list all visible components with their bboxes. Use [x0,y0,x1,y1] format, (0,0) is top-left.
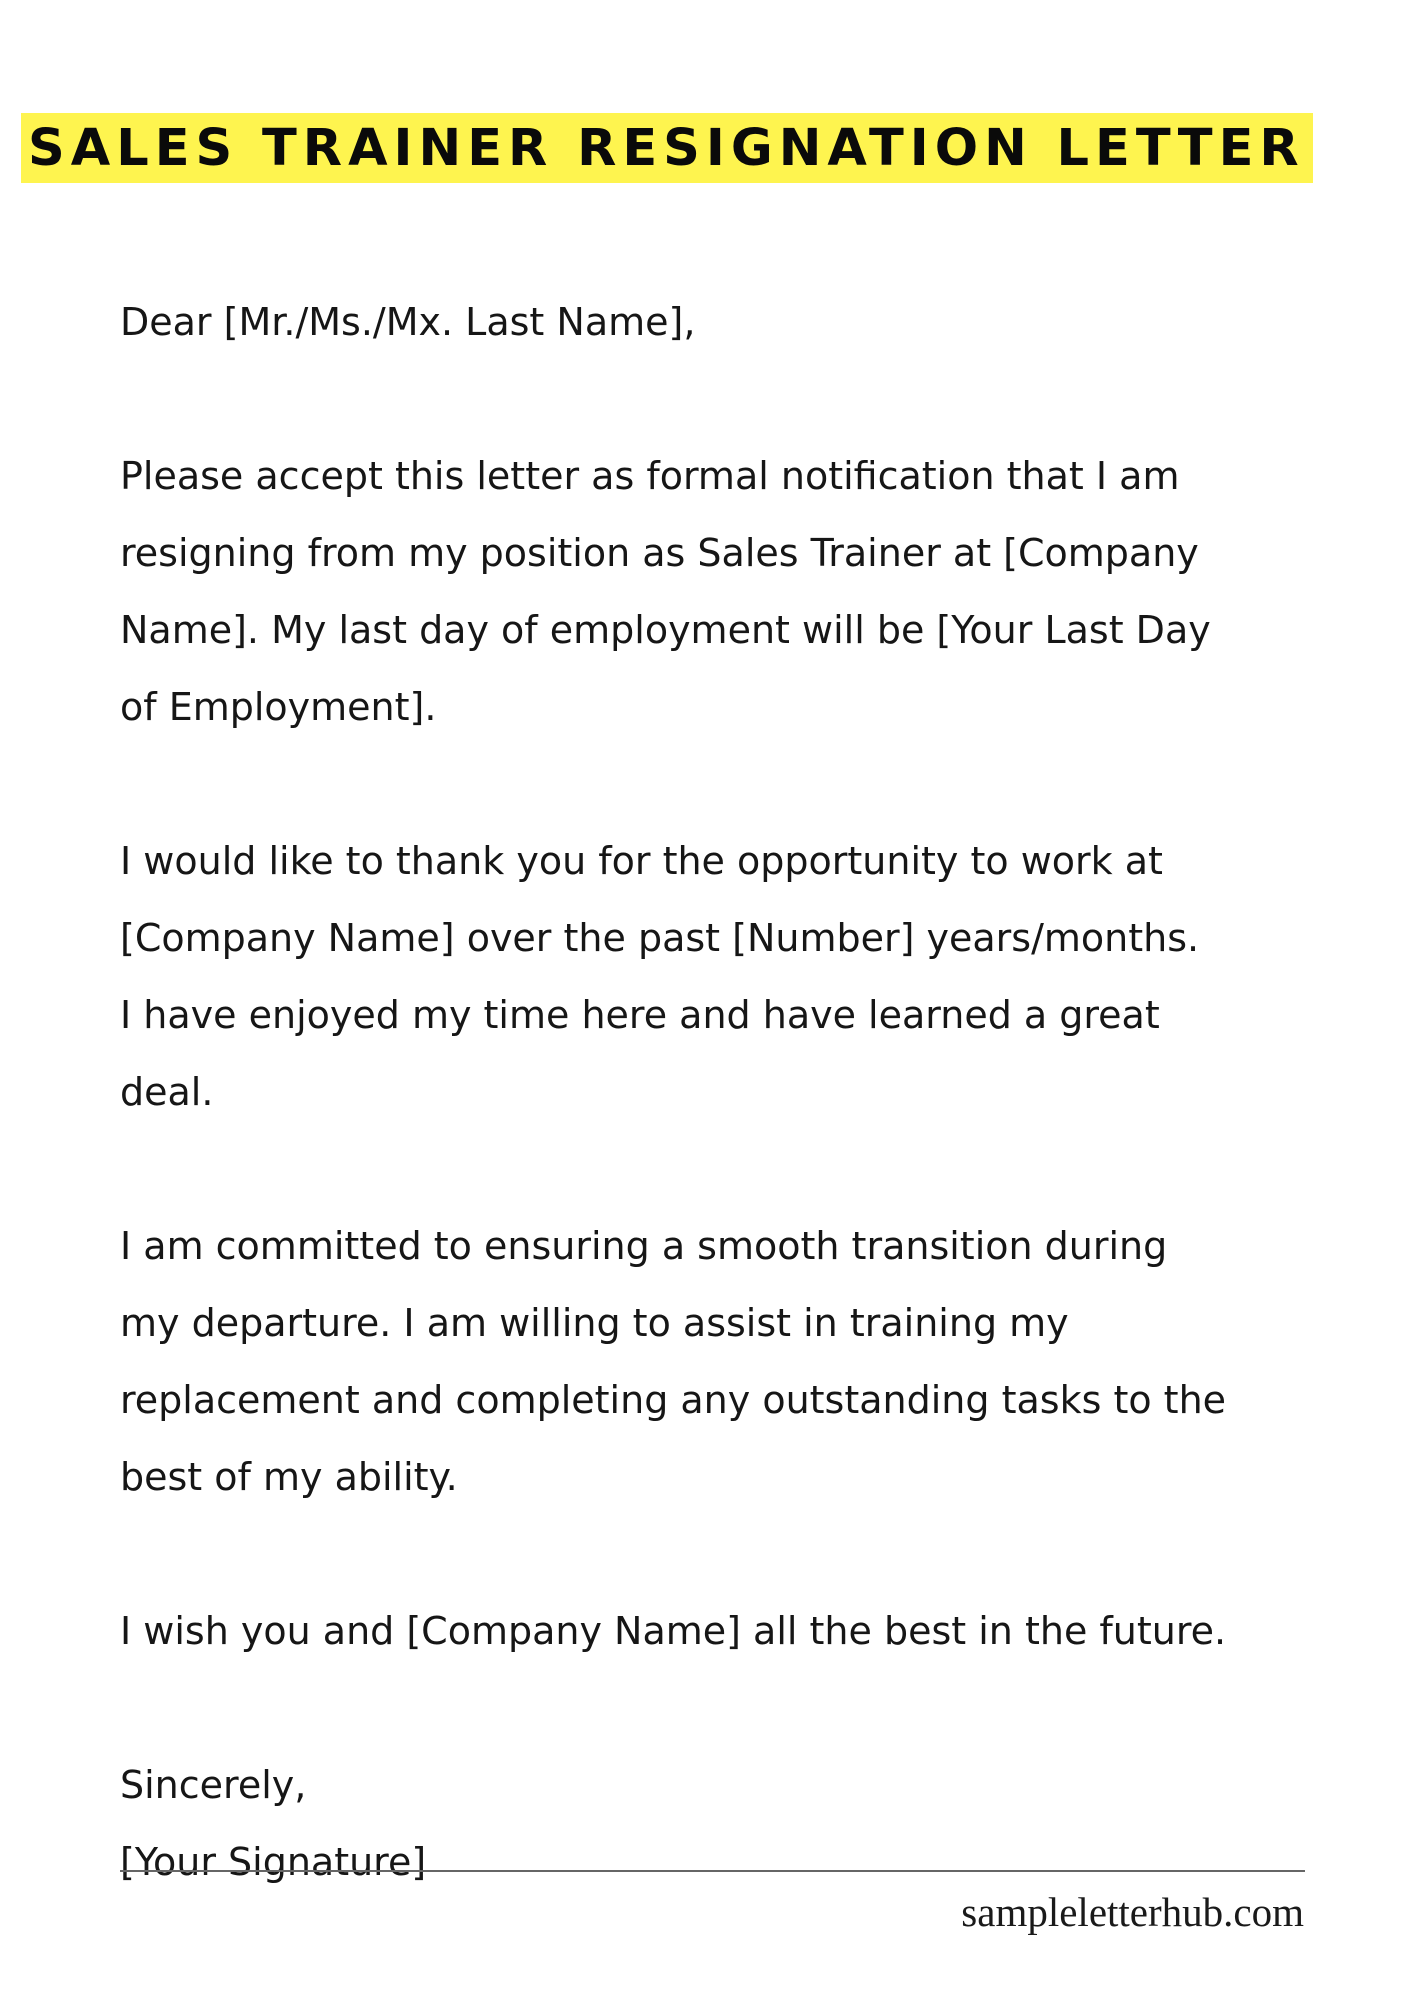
paragraph-line: I have enjoyed my time here and have learned a great [120,993,1160,1037]
paragraph-line: my departure. I am willing to assist in training my [120,1301,1069,1345]
paragraph-line: deal. [120,1070,214,1114]
spacer [120,1670,1380,1747]
paragraph-3 [120,1208,1380,1516]
title-highlight [21,113,1313,183]
spacer [120,746,1380,823]
letter-body [120,284,1380,1901]
website-footer: sampleletterhub.com [961,1889,1304,1935]
page-title: SALES TRAINER RESIGNATION LETTER [28,118,1305,178]
paragraph-line: I am committed to ensuring a smooth transition during [120,1224,1168,1268]
signature-line [120,1870,1305,1872]
spacer [120,361,1380,438]
paragraph-line: I would like to thank you for the opportunity to work at [120,839,1163,883]
paragraph-line: I wish you and [Company Name] all the best in the future. [120,1609,1227,1653]
paragraph-line: of Employment]. [120,685,437,729]
signature-placeholder: [Your Signature] [120,1840,427,1884]
closing: Sincerely, [120,1763,307,1807]
paragraph-line: Name]. My last day of employment will be [Your Last Day [120,608,1211,652]
paragraph-1 [120,438,1380,746]
paragraph-4 [120,1593,1380,1670]
greeting: Dear [Mr./Ms./Mx. Last Name], [120,300,696,344]
spacer [120,1131,1380,1208]
paragraph-line: Please accept this letter as formal notification that I am [120,454,1180,498]
paragraph-2 [120,823,1380,1131]
paragraph-line: replacement and completing any outstanding tasks to the [120,1378,1227,1422]
paragraph-line: [Company Name] over the past [Number] years/months. [120,916,1200,960]
paragraph-line: resigning from my position as Sales Trainer at [Company [120,531,1199,575]
paragraph-line: best of my ability. [120,1455,458,1499]
spacer [120,1516,1380,1593]
